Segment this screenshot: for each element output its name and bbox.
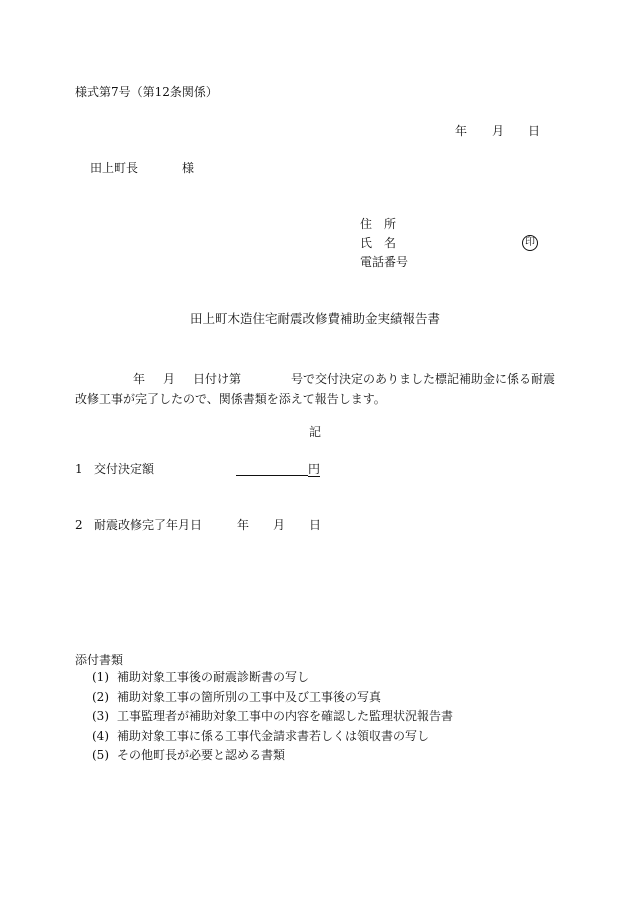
item-label-grant-amount: 交付決定額 <box>94 462 155 476</box>
item-label-completion-date: 耐震改修完了年月日 <box>94 518 203 532</box>
address-label: 住 所 <box>360 217 397 231</box>
item-number: 1 <box>75 462 83 476</box>
list-item-number: (2) <box>92 689 109 704</box>
list-item-text: 補助対象工事に係る工事代金請求書若しくは領収書の写し <box>117 728 430 743</box>
list-item <box>92 671 453 691</box>
date-month: 月 <box>492 124 505 138</box>
phone-label: 電話番号 <box>360 255 409 269</box>
completion-month: 月 <box>273 518 286 532</box>
document-title: 田上町木造住宅耐震改修費補助金実績報告書 <box>189 311 440 326</box>
attachments-list <box>92 671 453 769</box>
list-item-text: 工事監理者が補助対象工事中の内容を確認した監理状況報告書 <box>117 709 454 723</box>
completion-year: 年 <box>237 518 250 532</box>
list-item-number: (5) <box>92 748 109 762</box>
date-year: 年 <box>455 124 468 138</box>
list-item <box>92 710 453 730</box>
body-text: 号で交付決定のありました標記補助金に係る耐震改修工事が完了したので、関係書類を添えて報告します。 <box>75 372 556 406</box>
addressee-honorific: 様 <box>182 161 195 175</box>
body-year: 年 <box>133 372 146 386</box>
addressee-name: 田上町長 <box>90 161 139 175</box>
body-month: 月 <box>163 372 176 386</box>
amount-blank-line <box>236 475 308 476</box>
ki-heading: 記 <box>308 425 321 439</box>
list-item <box>92 730 453 750</box>
list-item-text: 補助対象工事後の耐震診断書の写し <box>117 670 310 684</box>
date-day: 日 <box>528 124 541 138</box>
attachments-heading: 添付書類 <box>75 653 124 667</box>
list-item-text: 補助対象工事の箇所別の工事中及び工事後の写真 <box>117 689 382 704</box>
body-day-dated: 日付け第 <box>193 372 242 386</box>
list-item-number: (4) <box>92 728 109 743</box>
body-paragraph <box>75 369 557 409</box>
amount-unit: 円 <box>308 462 321 476</box>
completion-day: 日 <box>309 518 322 532</box>
list-item <box>92 691 453 711</box>
list-item-number: (1) <box>92 670 109 684</box>
name-label: 氏 名 <box>360 236 397 250</box>
list-item-number: (3) <box>92 709 109 723</box>
list-item-text: その他町長が必要と認める書類 <box>117 748 286 762</box>
seal-mark: 印 <box>522 235 538 251</box>
list-item <box>92 749 453 769</box>
form-number: 様式第7号（第12条関係） <box>75 85 218 99</box>
item-number: 2 <box>75 518 83 532</box>
